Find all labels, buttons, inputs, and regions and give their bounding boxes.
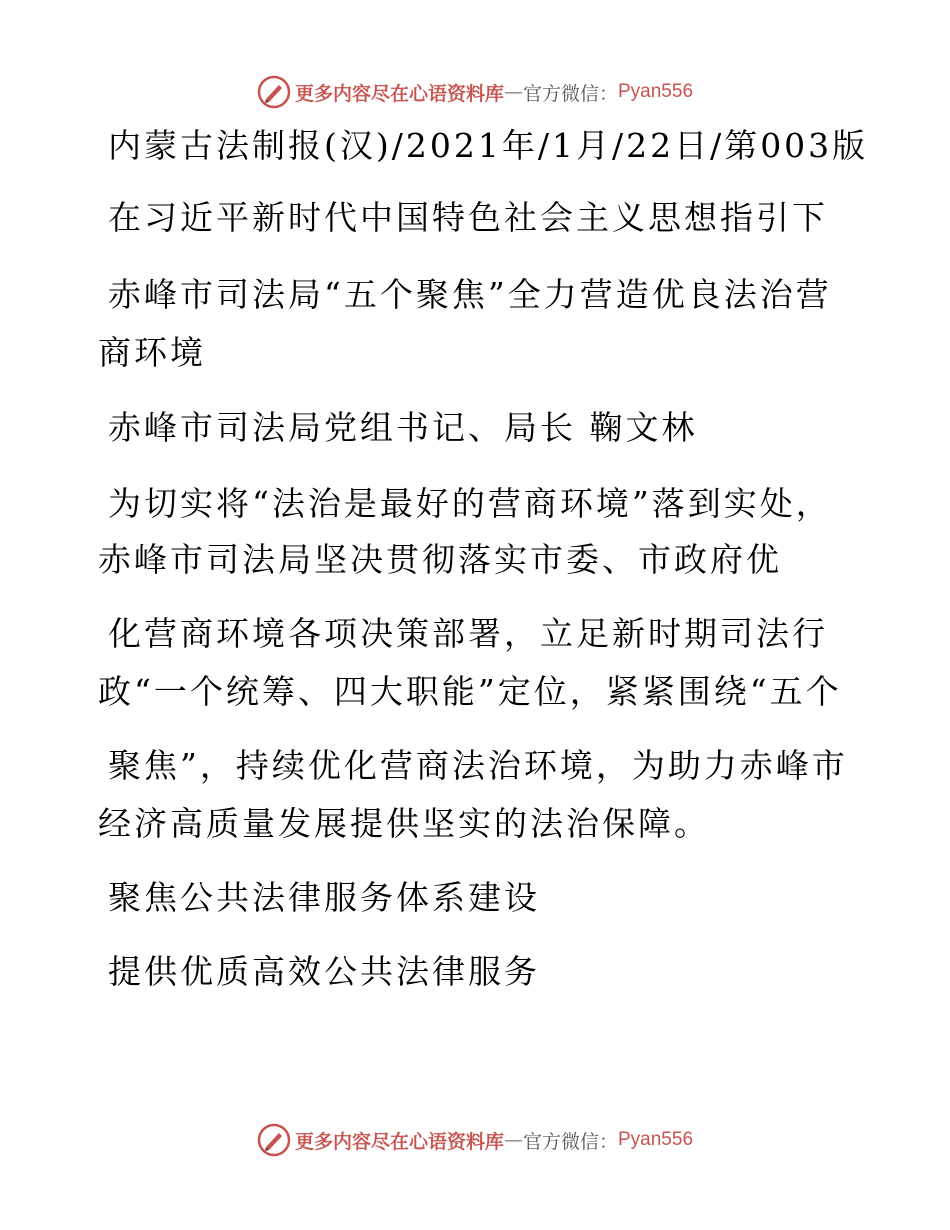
watermark-wechat-id: Pyan556 bbox=[618, 81, 694, 102]
watermark-wechat-id: Pyan556 bbox=[618, 1129, 694, 1150]
paragraph-line-1: 为切实将“法治是最好的营商环境”落到实处， bbox=[108, 484, 832, 523]
author-line: 赤峰市司法局党组书记、局长 鞠文林 bbox=[108, 408, 698, 447]
headline-line-1: 赤峰市司法局“五个聚焦”全力营造优良法治营 bbox=[108, 275, 832, 314]
source-line: 内蒙古法制报(汉)/2021年/1月/22日/第003版 bbox=[108, 126, 869, 165]
paragraph-line-3: 化营商环境各项决策部署，立足新时期司法行 bbox=[108, 614, 828, 653]
paragraph-line-5: 聚焦”，持续优化营商法治环境，为助力赤峰市 bbox=[108, 746, 848, 785]
watermark-brand-text: 更多内容尽在心语资料库 bbox=[294, 82, 504, 105]
paragraph-line-4: 政“一个统筹、四大职能”定位，紧紧围绕“五个 bbox=[98, 672, 842, 711]
section-heading-2: 提供优质高效公共法律服务 bbox=[108, 952, 540, 991]
watermark-wechat-label: 官方微信： bbox=[522, 82, 618, 105]
leaf-pen-logo-icon bbox=[257, 1123, 291, 1157]
section-heading-1: 聚焦公共法律服务体系建设 bbox=[108, 878, 540, 917]
watermark-dash: — bbox=[503, 81, 523, 103]
paragraph-line-2: 赤峰市司法局坚决贯彻落实市委、市政府优 bbox=[98, 540, 782, 579]
subtitle-line: 在习近平新时代中国特色社会主义思想指引下 bbox=[108, 198, 828, 237]
footer-watermark bbox=[0, 1120, 950, 1160]
headline-line-2: 商环境 bbox=[98, 333, 206, 372]
header-watermark bbox=[0, 72, 950, 112]
paragraph-line-6: 经济高质量发展提供坚实的法治保障。 bbox=[98, 804, 710, 843]
leaf-pen-logo-icon bbox=[257, 75, 291, 109]
watermark-dash: — bbox=[503, 1129, 523, 1151]
watermark-brand-text: 更多内容尽在心语资料库 bbox=[294, 1130, 504, 1153]
watermark-wechat-label: 官方微信： bbox=[522, 1130, 618, 1153]
